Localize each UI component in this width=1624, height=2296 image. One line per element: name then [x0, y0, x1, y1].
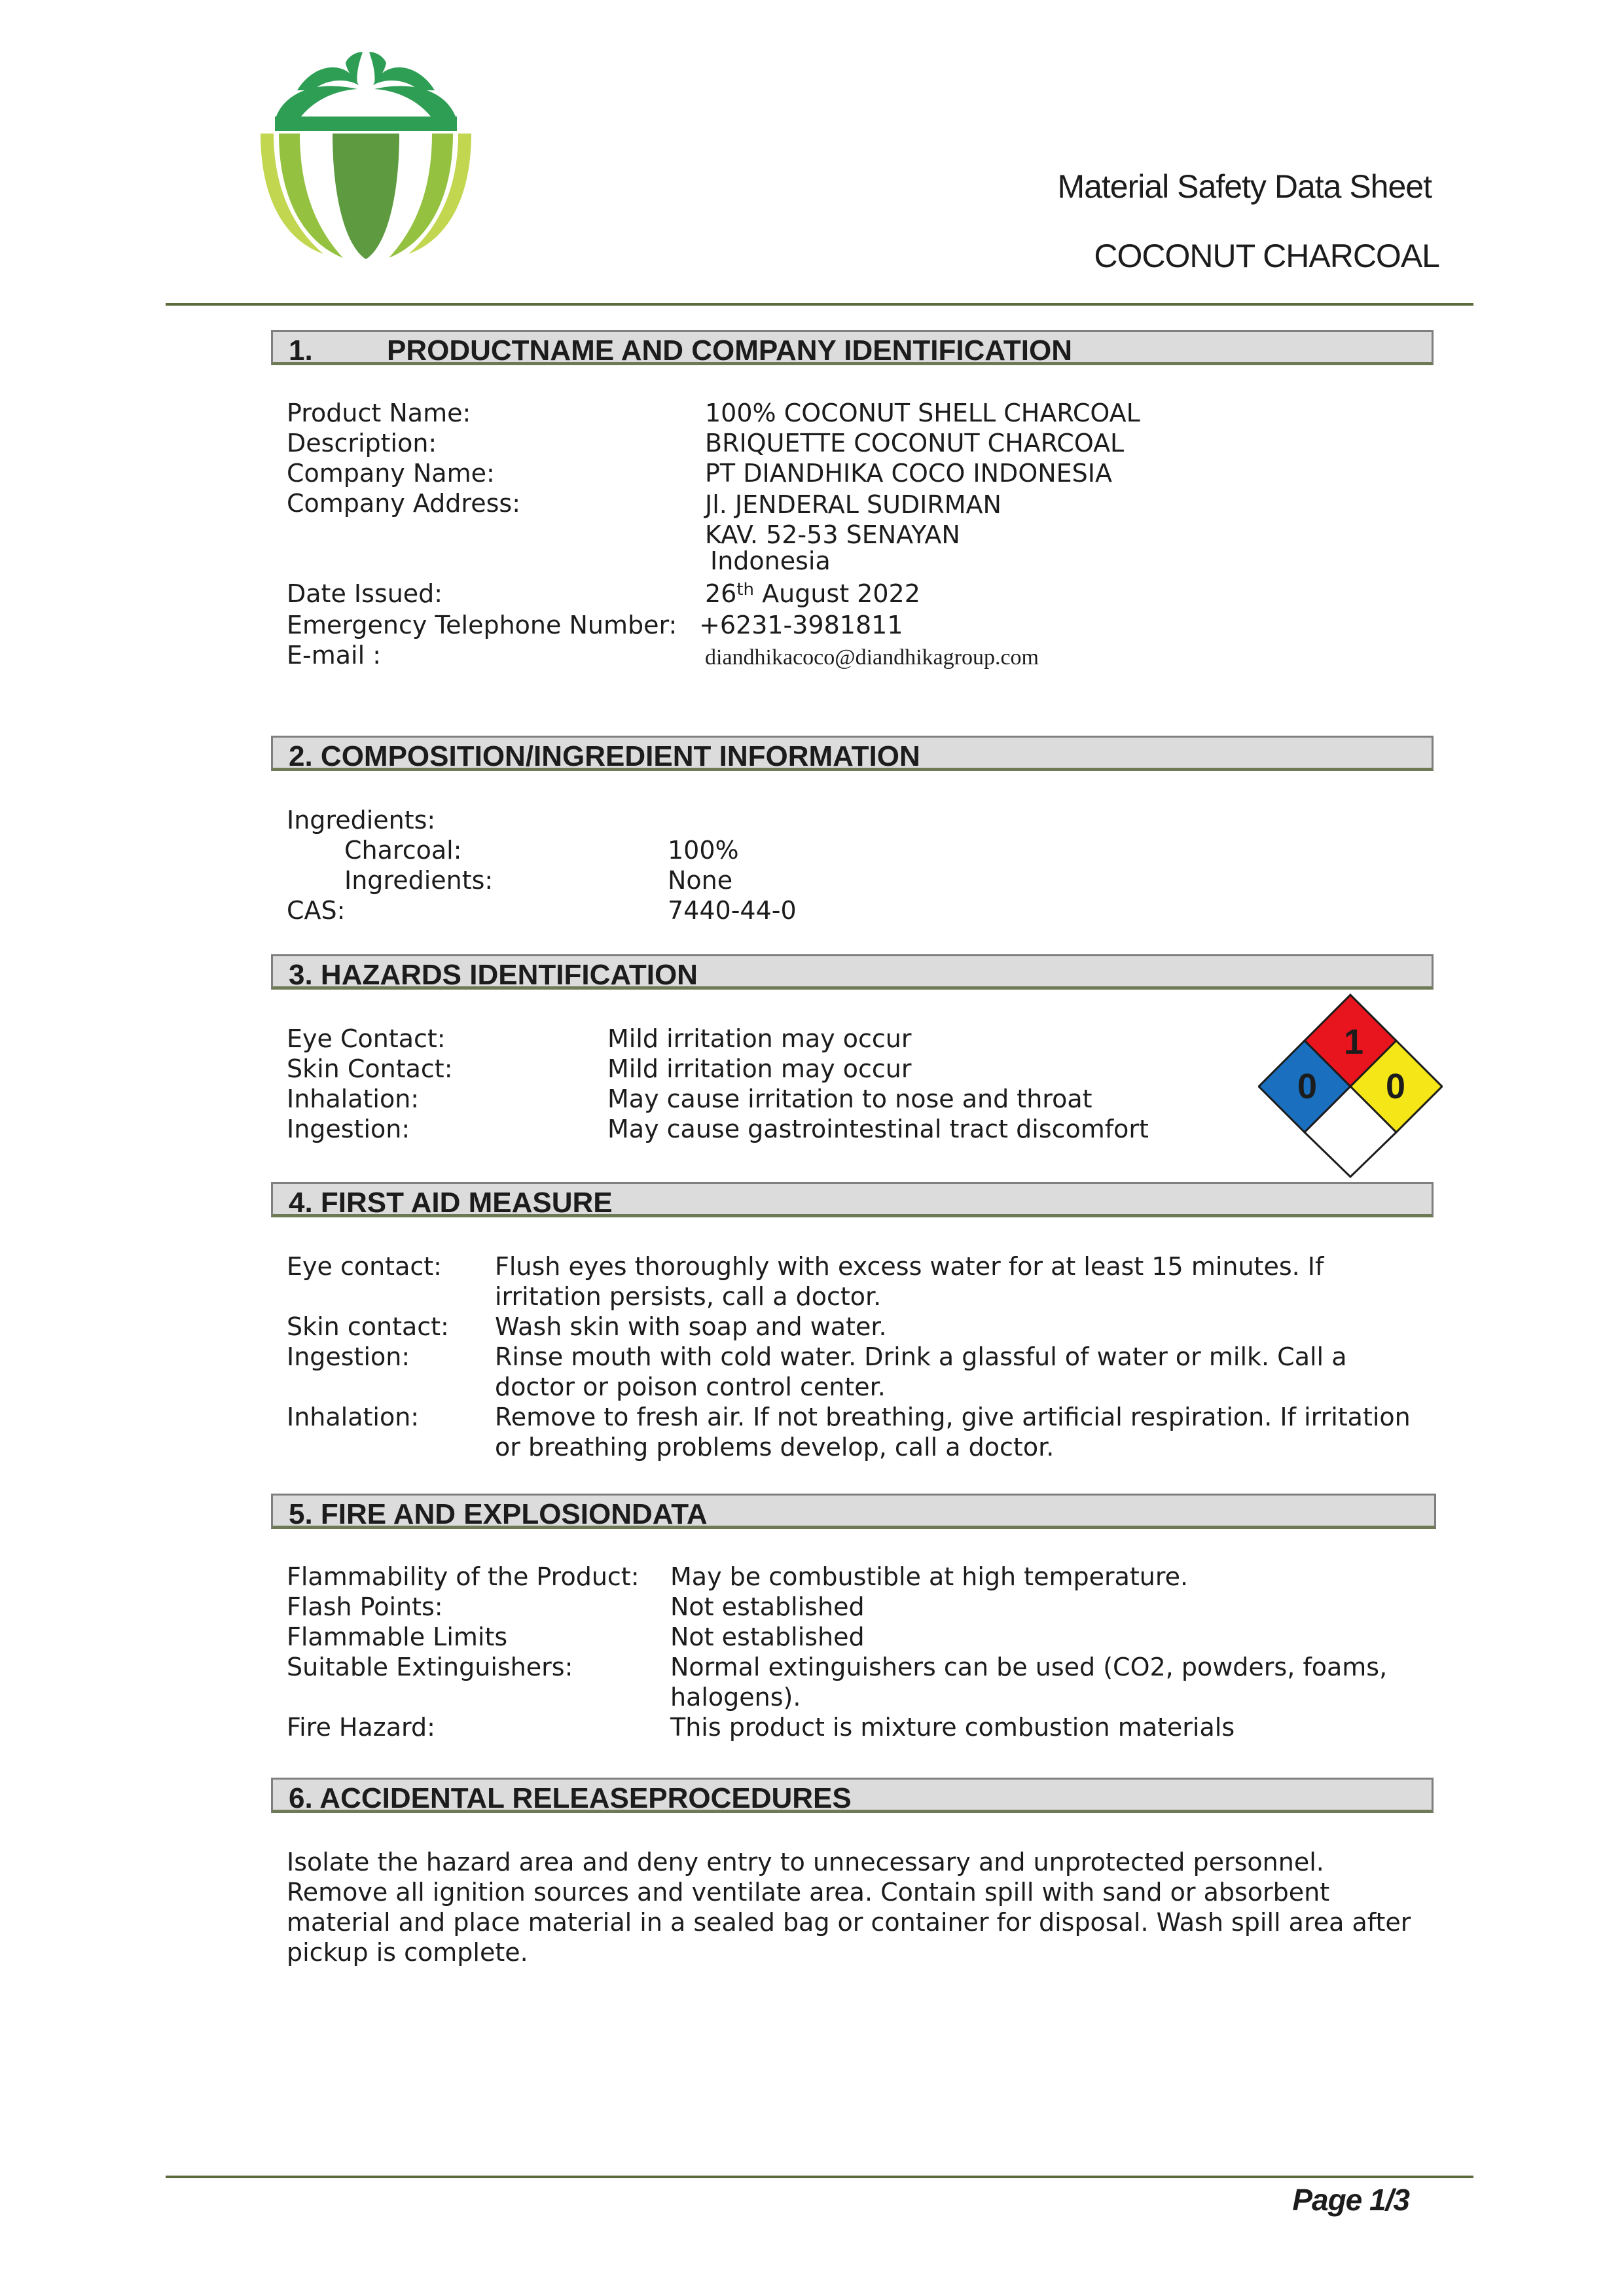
hazard-skin-value: Mild irritation may occur: [607, 1054, 912, 1083]
product-title: COCONUT CHARCOAL: [1094, 238, 1439, 274]
flammability-value: May be combustible at high temperature.: [670, 1562, 1189, 1591]
flash-points-value: Not established: [670, 1592, 865, 1621]
flammability-label: Flammability of the Product:: [287, 1562, 640, 1591]
company-address-label: Company Address:: [287, 489, 520, 518]
section-2-title: 2. COMPOSITION/INGREDIENT INFORMATION: [289, 740, 920, 772]
hazard-eye-label: Eye Contact:: [287, 1024, 446, 1053]
description-label: Description:: [287, 429, 437, 457]
product-name-label: Product Name:: [287, 399, 471, 427]
firstaid-inhalation-line-1: Remove to fresh air. If not breathing, give artificial respiration. If irritation: [495, 1403, 1411, 1431]
hazard-skin-label: Skin Contact:: [287, 1054, 453, 1083]
extinguishers-label: Suitable Extinguishers:: [287, 1653, 573, 1681]
section-1-title: PRODUCTNAME AND COMPANY IDENTIFICATION: [387, 334, 1073, 367]
firstaid-ingestion-label: Ingestion:: [287, 1342, 410, 1371]
other-ingredients-value: None: [668, 866, 733, 895]
product-name-value: 100% COCONUT SHELL CHARCOAL: [705, 399, 1140, 427]
section-1-header: [271, 330, 1434, 365]
cas-label: CAS:: [287, 896, 346, 925]
fire-hazard-label: Fire Hazard:: [287, 1713, 435, 1742]
firstaid-skin-value: Wash skin with soap and water.: [495, 1312, 887, 1341]
address-line-2: KAV. 52-53 SENAYAN: [705, 520, 960, 549]
page-number: Page 1/3: [1292, 2183, 1409, 2217]
logo-band: [275, 117, 457, 131]
logo-stripe-center: [333, 134, 399, 259]
nfpa-diamond-icon: [1258, 994, 1443, 1178]
firstaid-ingestion-line-2: doctor or poison control center.: [495, 1372, 886, 1401]
logo-leaf-left: [276, 86, 357, 117]
nfpa-reactivity-value: 0: [1385, 1067, 1406, 1106]
extinguishers-line-2: halogens).: [670, 1683, 801, 1712]
flammable-limits-value: Not established: [670, 1623, 865, 1651]
ingredients-label: Ingredients:: [287, 806, 436, 834]
description-value: BRIQUETTE COCONUT CHARCOAL: [705, 429, 1125, 457]
release-line-2: Remove all ignition sources and ventilate area. Contain spill with sand or absorbent: [287, 1878, 1330, 1907]
company-name-label: Company Name:: [287, 459, 495, 488]
date-issued-value: [705, 579, 920, 609]
firstaid-skin-label: Skin contact:: [287, 1312, 449, 1341]
phone-value: +6231-3981811: [699, 611, 903, 639]
company-name-value: PT DIANDHIKA COCO INDONESIA: [705, 459, 1112, 488]
flammable-limits-label: Flammable Limits: [287, 1623, 508, 1651]
fire-hazard-value: This product is mixture combustion materials: [670, 1713, 1235, 1742]
date-suffix: th: [736, 580, 755, 600]
release-line-4: pickup is complete.: [287, 1938, 528, 1967]
section-6-title: 6. ACCIDENTAL RELEASEPROCEDURES: [289, 1782, 852, 1814]
email-value: diandhikacoco@diandhikagroup.com: [705, 645, 1039, 670]
section-4-header: [271, 1182, 1434, 1217]
other-ingredients-label: Ingredients:: [344, 866, 494, 895]
extinguishers-line-1: Normal extinguishers can be used (CO2, powders, foams,: [670, 1653, 1388, 1681]
charcoal-value: 100%: [668, 836, 739, 865]
hazard-ingestion-value: May cause gastrointestinal tract discomfort: [607, 1115, 1149, 1143]
header-rule: [166, 303, 1473, 306]
date-rest: August 2022: [754, 579, 920, 608]
phone-label: Emergency Telephone Number:: [287, 611, 677, 639]
hazard-inhalation-value: May cause irritation to nose and throat: [607, 1085, 1092, 1113]
section-5-title: 5. FIRE AND EXPLOSIONDATA: [289, 1498, 708, 1530]
flash-points-label: Flash Points:: [287, 1592, 443, 1621]
firstaid-inhalation-label: Inhalation:: [287, 1403, 420, 1431]
email-label: E-mail :: [287, 641, 382, 670]
date-issued-label: Date Issued:: [287, 579, 443, 608]
hazard-ingestion-label: Ingestion:: [287, 1115, 410, 1143]
address-line-1: Jl. JENDERAL SUDIRMAN: [705, 490, 1001, 519]
release-line-1: Isolate the hazard area and deny entry to unnecessary and unprotected personnel.: [287, 1848, 1324, 1876]
firstaid-ingestion-line-1: Rinse mouth with cold water. Drink a glassful of water or milk. Call a: [495, 1342, 1347, 1371]
hazard-eye-value: Mild irritation may occur: [607, 1024, 912, 1053]
section-3-header: [271, 954, 1434, 990]
nfpa-fire-value: 1: [1343, 1022, 1364, 1062]
footer-rule: [166, 2176, 1473, 2178]
logo-leaf-right: [374, 86, 456, 117]
release-line-3: material and place material in a sealed bag or container for disposal. Wash spill area after: [287, 1908, 1411, 1937]
section-2-header: [271, 736, 1434, 771]
nfpa-health-value: 0: [1297, 1067, 1318, 1106]
section-5-header: [271, 1494, 1436, 1529]
palm-tree-logo-icon: [261, 51, 471, 260]
address-line-3: Indonesia: [710, 547, 831, 575]
section-6-header: [271, 1778, 1434, 1813]
firstaid-eye-line-1: Flush eyes thoroughly with excess water for at least 15 minutes. If: [495, 1252, 1324, 1281]
section-4-title: 4. FIRST AID MEASURE: [289, 1187, 613, 1219]
firstaid-eye-line-2: irritation persists, call a doctor.: [495, 1282, 882, 1311]
hazard-inhalation-label: Inhalation:: [287, 1085, 420, 1113]
charcoal-label: Charcoal:: [344, 836, 462, 865]
section-1-number: 1.: [289, 334, 313, 367]
firstaid-inhalation-line-2: or breathing problems develop, call a doctor.: [495, 1433, 1055, 1462]
document-title: Material Safety Data Sheet: [1057, 168, 1432, 205]
section-3-title: 3. HAZARDS IDENTIFICATION: [289, 959, 698, 991]
date-day: 26: [705, 579, 737, 608]
cas-value: 7440-44-0: [668, 896, 797, 925]
firstaid-eye-label: Eye contact:: [287, 1252, 442, 1281]
